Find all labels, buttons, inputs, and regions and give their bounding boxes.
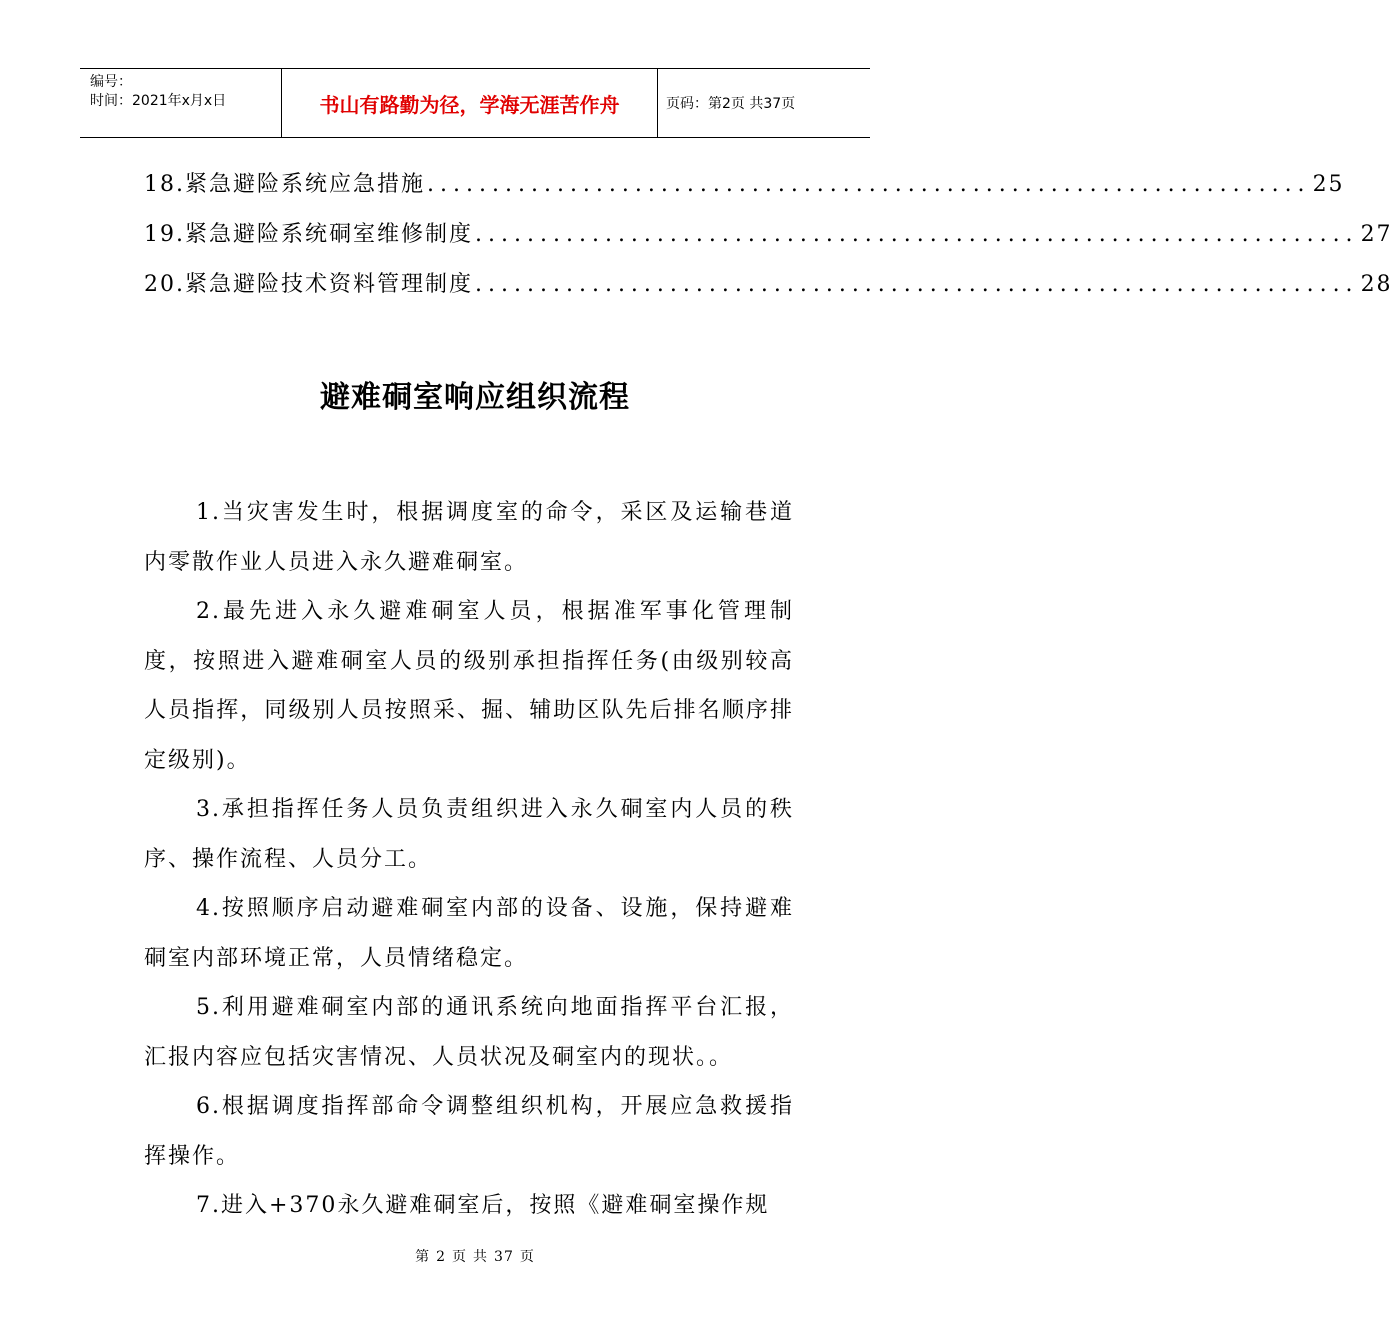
paragraph: 2.最先进入永久避难硐室人员，根据准军事化管理制度，按照进入避难硐室人员的级别承担指挥任务(由级别较高人员指挥，同级别人员按照采、掘、辅助区队先后排名顺序排定级别)。 [144,599,794,773]
toc-entry-number: 18. [144,172,185,197]
paragraph: 7.进入+370永久避难硐室后，按照《避难硐室操作规 [196,1193,770,1218]
header-page-info: 页码：第2页 共37页 [666,96,796,112]
paragraph: 6.根据调度指挥部命令调整组织机构，开展应急救援指挥操作。 [144,1094,794,1169]
page-header [80,68,870,138]
paragraph: 1.当灾害发生时，根据调度室的命令，采区及运输巷道内零散作业人员进入永久避难硐室。 [144,500,794,575]
toc-leader-dots: .................................................................... [475,272,1359,297]
toc-entry [144,218,1393,268]
table-of-contents [144,168,1393,318]
paragraph: 4.按照顺序启动避难硐室内部的设备、设施，保持避难硐室内部环境正常，人员情绪稳定。 [144,896,794,971]
toc-entry-number: 19. [144,222,185,247]
header-motto: 书山有路勤为径，学海无涯苦作舟 [282,69,658,137]
paragraph: 3.承担指挥任务人员负责组织进入永久硐室内人员的秩序、操作流程、人员分工。 [144,797,794,872]
paragraph: 5.利用避难硐室内部的通讯系统向地面指挥平台汇报，汇报内容应包括灾害情况、人员状况及硐室内的现状。。 [144,995,794,1070]
toc-leader-dots: .................................................................... [427,172,1311,197]
toc-entry-title: 紧急避险系统应急措施 [185,172,426,197]
header-time-label: 时间：2021年x月x日 [90,93,227,109]
header-meta [80,69,282,137]
footer-ye: 页 [452,1249,468,1265]
toc-entry-number: 20. [144,272,185,297]
toc-entry [144,268,1393,318]
toc-entry [144,168,1345,218]
section-title: 避难硐室响应组织流程 [320,380,630,415]
page-footer [0,1246,950,1266]
toc-entry-page: 28 [1360,272,1393,297]
toc-leader-dots: .................................................................... [475,222,1359,247]
footer-di: 第 [415,1249,431,1265]
footer-total-pages: 37 [494,1249,514,1265]
toc-entry-page: 25 [1312,172,1345,197]
footer-gong: 共 [473,1249,489,1265]
toc-entry-title: 紧急避险技术资料管理制度 [185,272,474,297]
footer-ye: 页 [519,1249,535,1265]
toc-entry-page: 27 [1360,222,1393,247]
header-number-label: 编号： [90,74,132,90]
toc-entry-title: 紧急避险系统硐室维修制度 [185,222,474,247]
body-text [144,488,794,1231]
footer-page-number: 2 [436,1249,447,1265]
